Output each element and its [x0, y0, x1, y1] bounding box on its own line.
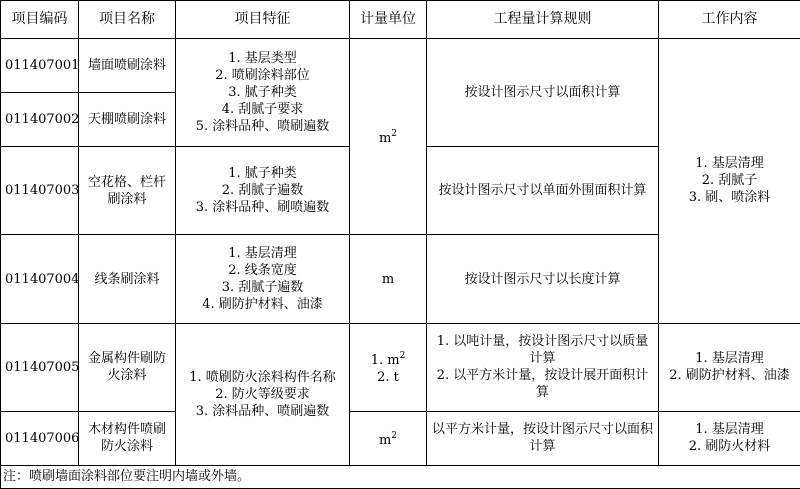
- header-features: 项目特征: [176, 1, 350, 39]
- header-code: 项目编码: [1, 1, 79, 39]
- header-unit: 计量单位: [350, 1, 427, 39]
- work-line: 2. 刷防护材料、油漆: [669, 368, 790, 384]
- item-code: 011407001: [1, 39, 79, 93]
- unit-cell: m: [350, 235, 427, 323]
- note-row: [1, 465, 800, 488]
- rule-cell: 按设计图示尺寸以单面外围面积计算: [427, 147, 659, 235]
- header-rule: 工程量计算规则: [427, 1, 659, 39]
- item-name: 线条刷涂料: [79, 235, 176, 323]
- rule-cell: 按设计图示尺寸以长度计算: [427, 235, 659, 323]
- work-line: 3. 刷、喷涂料: [688, 190, 771, 206]
- feature-cell: [176, 235, 350, 323]
- unit-line: 1. $m^2$: [370, 351, 406, 369]
- work-line: 1. 基层清理: [695, 351, 764, 367]
- item-name: 金属构件刷防火涂料: [79, 323, 176, 411]
- feature-line: 5. 涂料品种、喷刷遍数: [195, 119, 330, 135]
- feature-line: 1. 基层类型: [228, 51, 297, 67]
- item-code: 011407002: [1, 93, 79, 147]
- feature-line: 3. 刮腻子遍数: [221, 280, 304, 296]
- feature-line: 4. 刮腻子要求: [221, 102, 304, 118]
- work-line: 1. 基层清理: [695, 422, 764, 438]
- unit-cell: $m^2$: [350, 39, 427, 235]
- rule-cell: 按设计图示尺寸以面积计算: [427, 39, 659, 147]
- feature-line: 3. 涂料品种、刷喷遍数: [195, 200, 330, 216]
- work-cell: [659, 323, 800, 411]
- unit-cell: $m^2$: [350, 411, 427, 465]
- item-name: 木材构件喷刷防火涂料: [79, 411, 176, 465]
- header-row: [1, 1, 800, 39]
- feature-line: 2. 刮腻子遍数: [221, 183, 304, 199]
- item-name: 墙面喷刷涂料: [79, 39, 176, 93]
- work-line: 2. 刷防火材料: [688, 439, 771, 455]
- header-work: 工作内容: [659, 1, 800, 39]
- feature-cell: [176, 323, 350, 465]
- unit-line: 2. t: [377, 370, 399, 386]
- rule-line: 1. 以吨计量，按设计图示尺寸以质量计算: [436, 334, 649, 367]
- item-code: 011407006: [1, 411, 79, 465]
- work-line: 2. 刮腻子: [701, 173, 758, 189]
- work-cell: [659, 39, 800, 324]
- unit-cell: [350, 323, 427, 411]
- feature-cell: [176, 147, 350, 235]
- feature-line: 1. 喷刷防火涂料构件名称: [189, 369, 336, 385]
- work-line: 1. 基层清理: [695, 156, 764, 172]
- rule-cell: 以平方米计量，按设计图示尺寸以面积计算: [427, 411, 659, 465]
- item-code: 011407005: [1, 323, 79, 411]
- feature-line: 3. 涂料品种、喷刷遍数: [195, 403, 330, 419]
- item-code: 011407004: [1, 235, 79, 323]
- feature-line: 3. 腻子种类: [228, 85, 297, 101]
- header-name: 项目名称: [79, 1, 176, 39]
- rule-line: 2. 以平方米计量，按设计展开面积计算: [436, 368, 649, 401]
- feature-line: 4. 刷防护材料、油漆: [202, 297, 323, 313]
- feature-line: 1. 基层清理: [228, 246, 297, 262]
- work-cell: [659, 411, 800, 465]
- feature-line: 2. 线条宽度: [228, 263, 297, 279]
- table-row: [1, 323, 800, 411]
- rule-cell: [427, 323, 659, 411]
- table-row: [1, 411, 800, 465]
- table-note: 注：喷刷墙面涂料部位要注明内墙或外墙。: [1, 465, 800, 488]
- item-code: 011407003: [1, 147, 79, 235]
- table-row: [1, 39, 800, 93]
- item-name: 天棚喷刷涂料: [79, 93, 176, 147]
- feature-line: 2. 防火等级要求: [215, 386, 310, 402]
- feature-line: 1. 腻子种类: [228, 166, 297, 182]
- item-name: 空花格、栏杆刷涂料: [79, 147, 176, 235]
- feature-line: 2. 喷刷涂料部位: [215, 68, 310, 84]
- feature-cell: [176, 39, 350, 147]
